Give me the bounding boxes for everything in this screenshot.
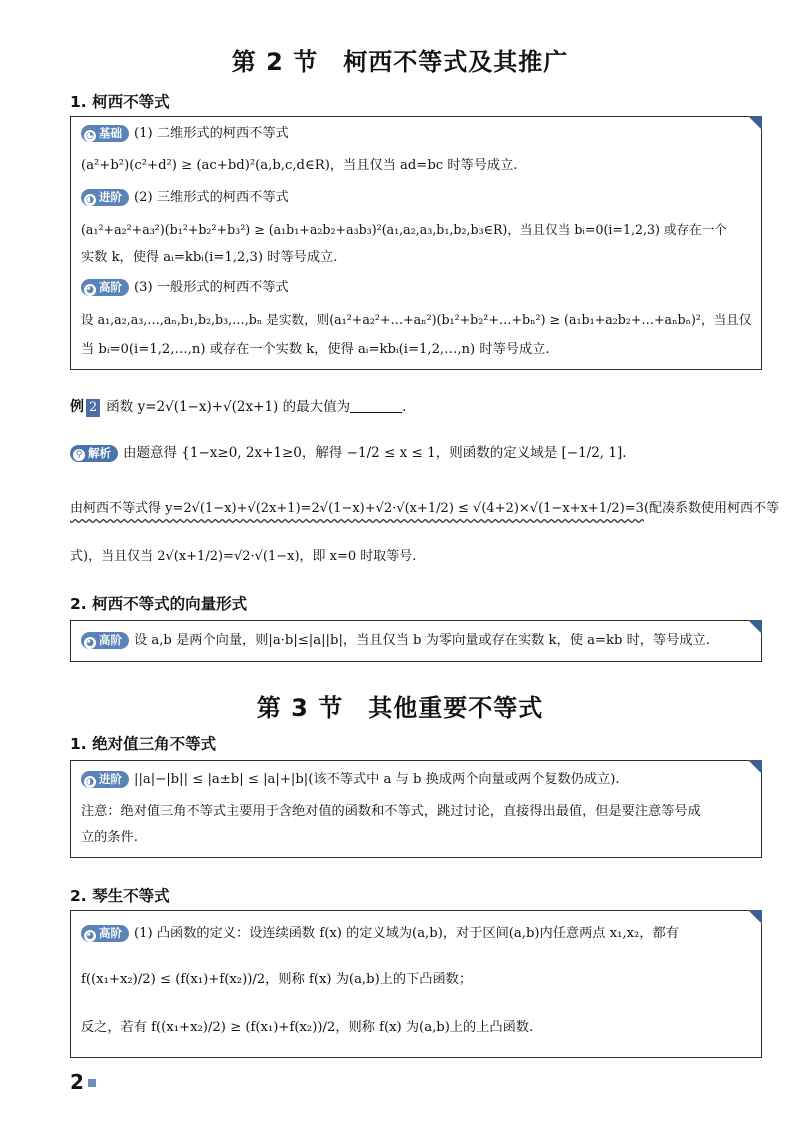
jensen-high-badge: ◕ 高阶 xyxy=(81,925,129,942)
three-dim-condition: 实数 k，使得 aᵢ=kbᵢ(i=1,2,3) 时等号成立. xyxy=(81,250,338,265)
section-2-title: 第 2 节 柯西不等式及其推广 xyxy=(231,48,569,76)
high-icon: ◕ xyxy=(84,284,96,296)
heading-abs-triangle: 1. 绝对值三角不等式 xyxy=(70,735,217,753)
magnifier-icon: ⚲ xyxy=(73,449,85,461)
answer-blank xyxy=(350,400,402,413)
upper-convex-formula: 反之，若有 f((x₁+x₂)/2) ≥ (f(x₁)+f(x₂))/2，则称 f(x) 为(a,b)上的上凸函数. xyxy=(81,1020,534,1035)
three-dim-formula: (a₁²+a₂²+a₃²)(b₁²+b₂²+b₃²) ≥ (a₁b₁+a₂b₂+a₃b₃)²(a₁,a₂,a₃,b₁,b₂,b₃∈R)，当且仅当 bᵢ=0(i=1,2,3) 或存在一个 xyxy=(81,222,727,237)
example-question: 函数 y=2√(1−x)+√(2x+1) 的最大值为 xyxy=(106,399,351,415)
section-3-title: 第 3 节 其他重要不等式 xyxy=(256,694,544,722)
abs-triangle-formula: ||a|−|b|| ≤ |a±b| ≤ |a|+|b|(该不等式中 a 与 b 换成两个向量或两个复数仍成立). xyxy=(134,772,620,787)
page-marker-icon xyxy=(88,1079,96,1087)
convex-definition: (1) 凸函数的定义：设连续函数 f(x) 的定义域为(a,b)，对于区间(a,b)内任意两点 x₁,x₂，都有 xyxy=(134,926,679,941)
solution-badge: ⚲ 解析 xyxy=(70,445,118,462)
heading-vector-form: 2. 柯西不等式的向量形式 xyxy=(70,595,248,613)
vector-high-icon: ◕ xyxy=(84,637,96,649)
general-label: (3) 一般形式的柯西不等式 xyxy=(134,280,289,295)
solution-line-1: ⚲ 解析 由题意得 {1−x≥0, 2x+1≥0，解得 −1/2 ≤ x ≤ 1，则函数的定义域是 [−1/2, 1]. xyxy=(70,444,627,462)
jensen-box xyxy=(70,910,762,1058)
basic-icon: ◔ xyxy=(84,130,96,142)
example-number: 2 xyxy=(86,399,100,417)
advanced-icon: ◑ xyxy=(84,194,96,206)
page-number: 2 xyxy=(70,1070,96,1094)
abs-note: 注意：绝对值三角不等式主要用于含绝对值的函数和不等式，跳过讨论，直接得出最值，但是要注意等号成 xyxy=(81,804,701,819)
solution-line-3: 式)，当且仅当 2√(x+1/2)=√2·√(1−x)，即 x=0 时取等号. xyxy=(70,549,417,564)
example-label: 例 xyxy=(70,399,84,415)
heading-cauchy: 1. 柯西不等式 xyxy=(70,93,170,111)
vector-high-badge: ◕ 高阶 xyxy=(81,632,129,649)
advanced-badge: ◑ 进阶 xyxy=(81,189,129,206)
two-dim-formula: (a²+b²)(c²+d²) ≥ (ac+bd)²(a,b,c,d∈R)，当且仅当 ad=bc 时等号成立. xyxy=(81,158,518,173)
two-dim-label: (1) 二维形式的柯西不等式 xyxy=(134,126,289,141)
basic-badge: ◔ 基础 xyxy=(81,125,129,142)
abs-note-end: 立的条件. xyxy=(81,830,138,845)
solution-line-2: 由柯西不等式得 y=2√(1−x)+√(2x+1)=2√(1−x)+√2·√(x+1/2) ≤ √(4+2)×√(1−x+x+1/2)=3(配凑系数使用柯西不等 xyxy=(70,501,780,516)
abs-advanced-icon: ◑ xyxy=(84,776,96,788)
vector-box xyxy=(70,620,762,662)
heading-jensen: 2. 琴生不等式 xyxy=(70,887,170,905)
lower-convex-formula: f((x₁+x₂)/2) ≤ (f(x₁)+f(x₂))/2，则称 f(x) 为(a,b)上的下凸函数； xyxy=(81,972,473,987)
general-formula: 设 a₁,a₂,a₃,…,aₙ,b₁,b₂,b₃,…,bₙ 是实数，则(a₁²+a₂²+…+aₙ²)(b₁²+b₂²+…+bₙ²) ≥ (a₁b₁+a₂b₂+…+aₙbₙ)²，当且仅 xyxy=(81,312,752,327)
cauchy-box xyxy=(70,116,762,370)
general-condition: 当 bᵢ=0(i=1,2,…,n) 或存在一个实数 k，使得 aᵢ=kbᵢ(i=1,2,…,n) 时等号成立. xyxy=(81,342,550,357)
jensen-high-icon: ◕ xyxy=(84,930,96,942)
three-dim-label: (2) 三维形式的柯西不等式 xyxy=(134,190,289,205)
high-badge: ◕ 高阶 xyxy=(81,279,129,296)
example-2: 例 2 函数 y=2√(1−x)+√(2x+1) 的最大值为 . xyxy=(70,399,407,415)
abs-triangle-box xyxy=(70,760,762,858)
vector-statement: 设 a,b 是两个向量，则|a·b|≤|a||b|，当且仅当 b 为零向量或存在实数 k，使 a=kb 时，等号成立. xyxy=(134,633,710,648)
abs-advanced-badge: ◑ 进阶 xyxy=(81,771,129,788)
